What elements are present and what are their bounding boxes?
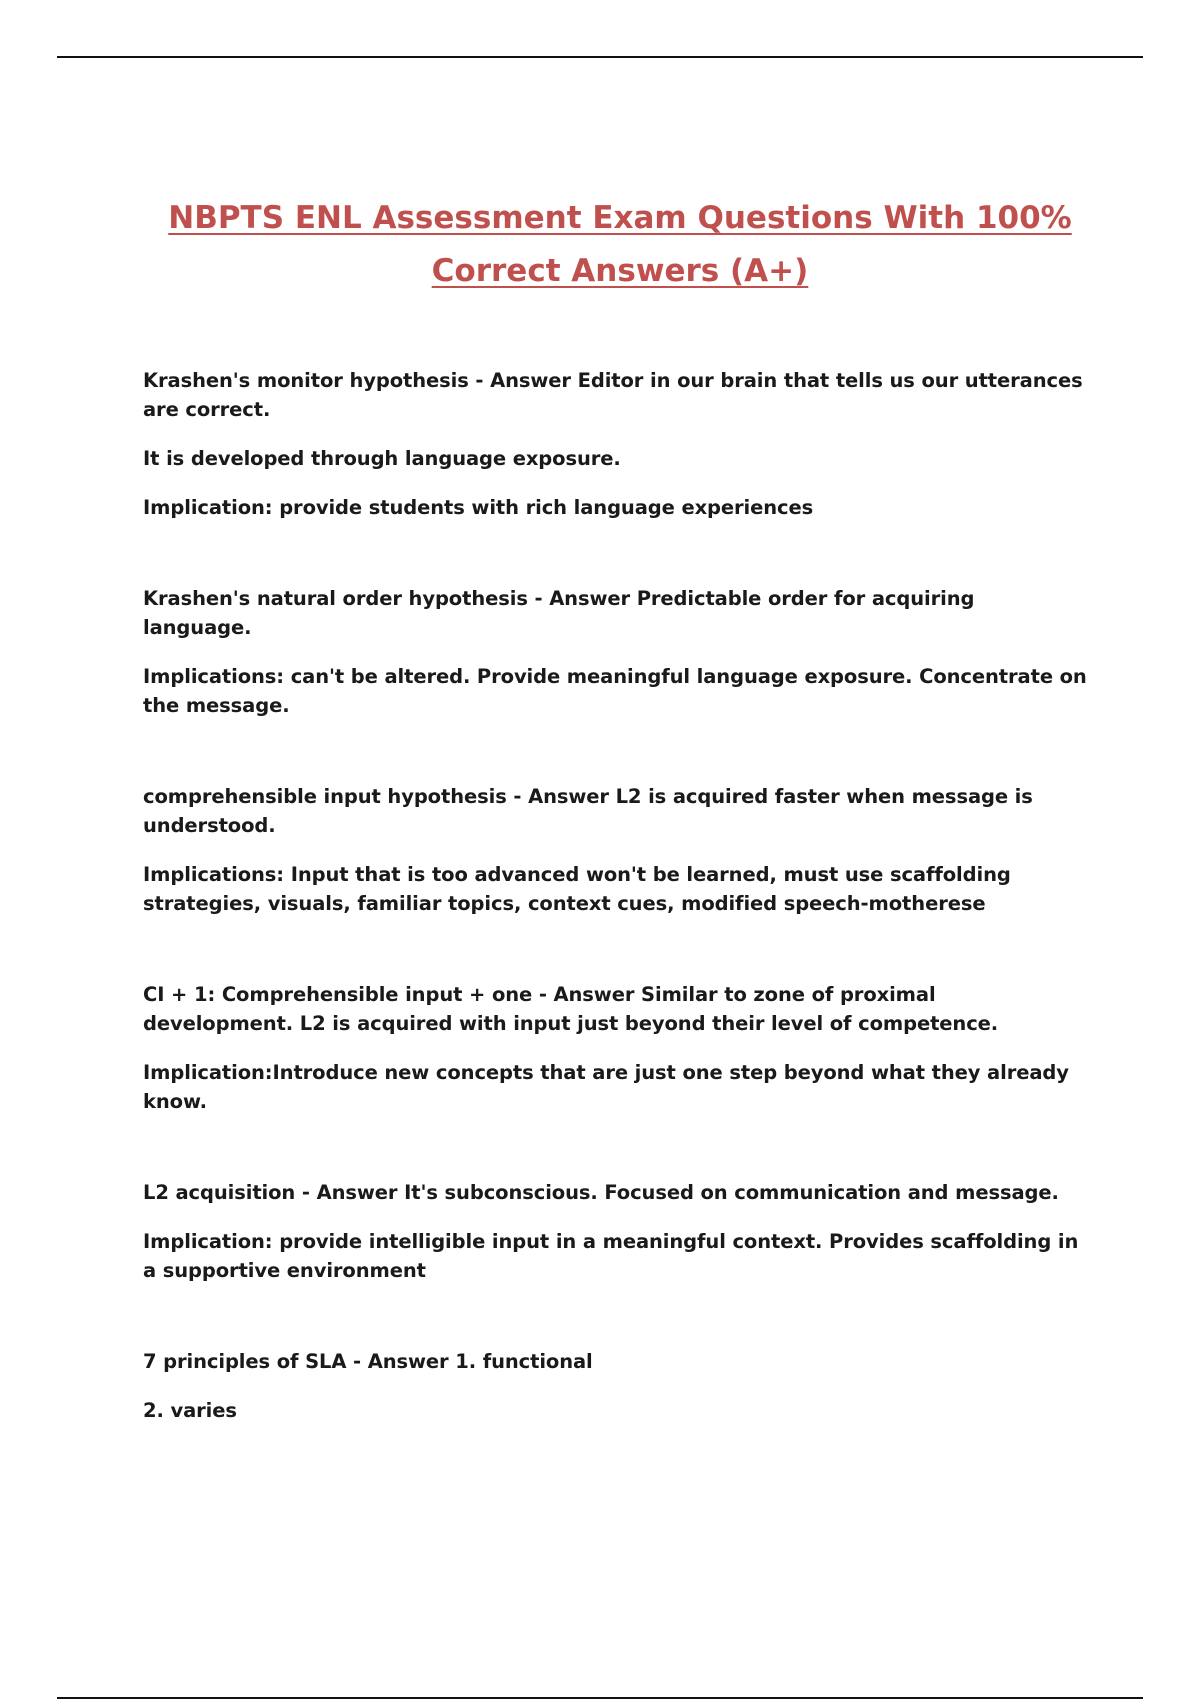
entry-natural-order-hypothesis (143, 584, 1088, 720)
page-title (140, 192, 1100, 298)
entry-paragraph: L2 acquisition - Answer It's subconscious. Focused on communication and message. (143, 1181, 1059, 1204)
top-rule (57, 56, 1143, 58)
bottom-rule (57, 1697, 1143, 1699)
entry-l2-acquisition (143, 1178, 1088, 1285)
entry-paragraph: Krashen's monitor hypothesis - Answer Editor in our brain that tells us our utterances are correct. (143, 369, 1083, 421)
entry-paragraph: 7 principles of SLA - Answer 1. functional (143, 1350, 593, 1373)
entry-paragraph: Implications: Input that is too advanced won't be learned, must use scaffolding strategies, visuals, familiar topics, context cues, modified speech-motherese (143, 863, 1011, 915)
entry-comprehensible-input (143, 782, 1088, 918)
entry-paragraph: comprehensible input hypothesis - Answer L2 is acquired faster when message is understood. (143, 785, 1033, 837)
entry-paragraph: CI + 1: Comprehensible input + one - Answer Similar to zone of proximal development. L2 is acquired with input just beyond their level of competence. (143, 983, 999, 1035)
title-line-2: Correct Answers (A+) (431, 253, 809, 289)
document-body (143, 366, 1088, 1487)
entry-sla-principles (143, 1347, 1088, 1425)
title-line-1: NBPTS ENL Assessment Exam Questions With 100% (168, 200, 1072, 236)
entry-paragraph: Implications: can't be altered. Provide meaningful language exposure. Concentrate on the message. (143, 665, 1087, 717)
entry-paragraph: It is developed through language exposure. (143, 447, 621, 470)
entry-paragraph: 2. varies (143, 1399, 237, 1422)
entry-monitor-hypothesis (143, 366, 1088, 522)
entry-paragraph: Implication: provide students with rich language experiences (143, 496, 814, 519)
entry-paragraph: Implication: provide intelligible input in a meaningful context. Provides scaffolding in a supportive environment (143, 1230, 1079, 1282)
entry-paragraph: Implication:Introduce new concepts that are just one step beyond what they already know. (143, 1061, 1069, 1113)
entry-ci-plus-one (143, 980, 1088, 1116)
entry-paragraph: Krashen's natural order hypothesis - Answer Predictable order for acquiring language. (143, 587, 975, 639)
